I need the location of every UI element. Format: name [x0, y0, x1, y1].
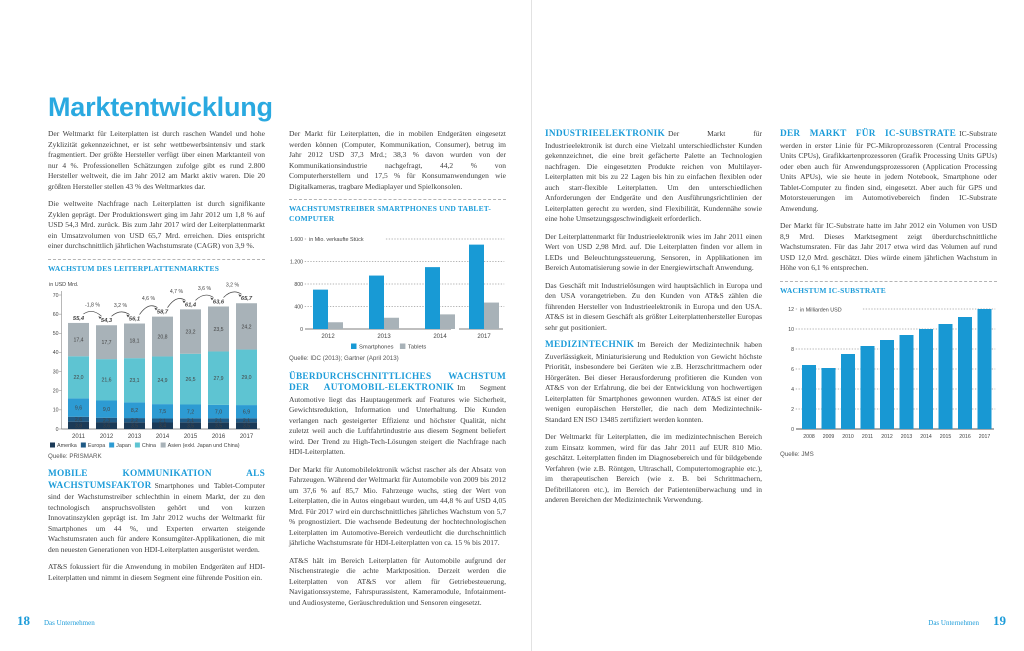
svg-text:23,1: 23,1	[129, 377, 140, 384]
svg-text:2,1: 2,1	[214, 417, 223, 424]
svg-text:65,7: 65,7	[240, 295, 253, 302]
chart-ic-substrate	[780, 301, 997, 449]
svg-text:2011: 2011	[861, 433, 874, 440]
svg-text:2013: 2013	[900, 433, 913, 440]
svg-text:2017: 2017	[477, 334, 491, 341]
svg-text:58,7: 58,7	[156, 309, 169, 316]
svg-text:3,5: 3,5	[214, 423, 223, 430]
chart-smartphones-tablets	[289, 229, 506, 353]
svg-text:4: 4	[791, 386, 794, 393]
svg-text:2012: 2012	[99, 433, 114, 440]
svg-text:in Milliarden USD: in Milliarden USD	[800, 307, 842, 314]
svg-text:23,2: 23,2	[185, 329, 196, 336]
svg-text:29,0: 29,0	[241, 374, 252, 381]
paragraph-text: Im Bereich der Medizintechnik haben Zuverlässigkeit, Miniaturisierung und Reduktion von Gewicht höchste Priorität, insbesondere bei Geräten wie z.B. Herzschrittmachern oder Hörgeräten. Bei dieser Herausforderung profitieren die Kunden von AT&S von der Erfahrung, die bei der Entwicklung von hochwertigen Leiterplatten für Smartphones gewonnen wurden. AT&S ist einer der wenigen europäischen Hersteller, die nach dem Medizintechnik-Standard EN ISO 13485 zertifiziert werden konnten.	[545, 340, 762, 424]
svg-text:61,4: 61,4	[184, 301, 197, 308]
footer-right	[928, 613, 1006, 629]
svg-text:3,8: 3,8	[74, 422, 83, 429]
svg-text:0: 0	[300, 327, 303, 334]
paragraph: AT&S fokussiert für die Anwendung in mobilen Endgeräten auf HDI-Leiterplatten und nimmt in diesem Segment eine führende Position ein.	[48, 562, 265, 582]
page-number-right: 19	[993, 613, 1006, 628]
svg-text:2,1: 2,1	[242, 417, 251, 424]
chart-leiterplattenmarkt	[48, 279, 265, 451]
svg-text:1.200: 1.200	[290, 259, 303, 266]
svg-text:56,1: 56,1	[128, 316, 141, 323]
paragraph	[545, 340, 762, 425]
svg-text:3,5: 3,5	[242, 423, 251, 430]
svg-text:2012: 2012	[321, 334, 335, 341]
svg-text:17,7: 17,7	[101, 339, 112, 346]
svg-text:2015: 2015	[183, 433, 198, 440]
paragraph-text: Im Segment Automotive liegt das Hauptaugenmerk auf Features wie Sicherheit, Gewichtsreduktion, Information und Unterhaltung. Die Kunden verlangen nach gesteigerter Effizienz und höchster Qualität, nicht zuletzt weil auch die Luftfahrtindustrie aus diesem Segment beliefert wird. Der Trend zu High-Tech-Lösungen steigert die Nachfrage nach HDI-Leiterplatten.	[289, 383, 506, 457]
svg-text:4,6 %: 4,6 %	[141, 295, 156, 302]
svg-text:1.600: 1.600	[290, 237, 303, 244]
svg-text:50: 50	[52, 330, 59, 337]
svg-text:0: 0	[791, 426, 794, 433]
paragraph: Der Weltmarkt für Leiterplatten, die im medizintechnischen Bereich zum Einsatz kommen, wird für das Jahr 2011 auf EUR 810 Mio. geschätzt. Leiterplatten finden im Diagnosebereich und für bildgebende Verfahren (wie z.B. Röntgen, Ultraschall, Computertomographie etc.), im therapeutischen Bereich (wie z. B. bei Schrittmachern, Defibrillatoren etc.), im Bereich der Patientenüberwachung und in anderen Bereichen der Medizintechnik Verwendung.	[545, 432, 762, 505]
section-heading-ic-substrate: DER MARKT FÜR IC-SUBSTRATE	[780, 129, 957, 139]
svg-text:7,5: 7,5	[158, 408, 167, 415]
paragraph: Der Weltmarkt für Leiterplatten ist durch raschen Wandel und hohe Zyklizität gekennzeichnet, er ist sehr wettbewerbsintensiv und stark fragmentiert. Der größte Hersteller verfügt über einen Marktanteil von nur 4 %. Professionellen Schätzungen zufolge gibt es rund 2.800 Hersteller weltweit, die im Jahr 2012 am Markt aktiv waren. Die 20 größten Hersteller stellen 43 % des Weltmarktes dar.	[48, 129, 265, 191]
svg-text:20: 20	[52, 388, 59, 395]
page-title: Marktentwicklung	[48, 92, 273, 123]
svg-text:4,7 %: 4,7 %	[169, 288, 184, 295]
section-heading-industrieelektronik: INDUSTRIEELEKTRONIK	[545, 129, 665, 139]
svg-text:8: 8	[791, 346, 794, 353]
column-4	[780, 129, 997, 467]
svg-text:24,9: 24,9	[157, 377, 168, 384]
svg-text:6,9: 6,9	[242, 409, 251, 416]
paragraph	[545, 129, 762, 225]
section-heading-medizintechnik: MEDIZINTECHNIK	[545, 340, 635, 351]
svg-text:2016: 2016	[211, 433, 226, 440]
chart-heading-ic-substrate: WACHSTUM IC-SUBSTRATE	[780, 281, 997, 296]
svg-text:60: 60	[52, 311, 59, 318]
svg-text:55,4: 55,4	[72, 315, 85, 322]
svg-text:17,4: 17,4	[73, 337, 84, 344]
chart-source: Quelle: PRISMARK	[48, 452, 102, 460]
svg-text:2011: 2011	[72, 433, 85, 440]
svg-text:2017: 2017	[239, 433, 254, 440]
svg-text:2,1: 2,1	[186, 417, 195, 424]
paragraph-text: Der Markt für Industrieelektronik ist durch eine Vielzahl unterschiedlichster Kunden gekennzeichnet, die eine breit gefächerte Palette an Technologien nachfragen. Die eingesetzten Produkte reichen von Multilayer-Leiterplatten mit bis zu 22 Lagen bis hin zu einfachen flexiblen oder auch starr-flexible Leiterplatten. Um den unterschiedlichen Anforderungen der Endgeräte und den Ausführungsrichtlinien der Leiterplatten gerecht zu werden, sind Flexibilität, Kundennähe sowie eine hohe Umsetzungsgeschwindigkeit erforderlich.	[545, 129, 762, 224]
svg-text:3,5: 3,5	[130, 423, 139, 430]
svg-text:27,9: 27,9	[213, 375, 224, 382]
svg-text:2,3: 2,3	[102, 417, 111, 424]
svg-text:2: 2	[791, 406, 794, 413]
column-2	[289, 129, 506, 615]
paragraph: Der Markt für Automobilelektronik wächst rascher als der Absatz von Fahrzeugen. Während der Weltmarkt für Automobile von 2009 bis 2012 um 37,6 % auf 85,7 Mio. Fahrzeuge wuchs, stieg der Wert von Leiterplatten, die in Autos eingebaut wurden, um 44,8 % auf USD 4,05 Mrd. Für 2017 wird ein durchschnittliches jährliches Wachstum von 5,7 % prognostiziert. Die wachsende Bedeutung der hochtechnologischen Leiterplatten im Automotive-Bereich verdeutlicht die durchschnittlich jährliche Wachstumsrate für HDI-Leiterplatten von ca. 15 % bis 2017.	[289, 464, 506, 548]
svg-text:3,2 %: 3,2 %	[225, 282, 240, 289]
svg-text:0: 0	[55, 426, 59, 433]
chart-source: Quelle: JMS	[780, 450, 814, 458]
svg-text:12: 12	[788, 306, 794, 313]
svg-text:2014: 2014	[920, 433, 932, 440]
svg-text:3,6 %: 3,6 %	[197, 285, 212, 292]
paragraph	[289, 372, 506, 458]
svg-text:2,6: 2,6	[74, 416, 83, 423]
section-heading-mobile-kommunikation: MOBILE KOMMUNIKATION ALS WACHSTUMSFAKTOR	[48, 469, 265, 491]
paragraph: Die weltweite Nachfrage nach Leiterplatten ist durch signifikante Zyklen geprägt. Der Produktionswert ging im Jahr 2012 um 1,8 % auf USD 54,3 Mrd. zurück. Bis zum Jahr 2017 wird der Leiterplattenmarkt ein Umsatzvolumen von USD 65,7 Mrd. erreichen. Dies entspricht einer durchschnittlich jährlichen Wachstumsrate (CAGR) von 3,9 %.	[48, 199, 265, 250]
svg-text:7,2: 7,2	[186, 408, 195, 415]
chart-svg	[289, 229, 506, 353]
svg-text:54,3: 54,3	[100, 317, 113, 324]
svg-text:26,5: 26,5	[185, 376, 196, 383]
svg-text:3,4: 3,4	[158, 423, 167, 430]
svg-text:2,1: 2,1	[158, 418, 167, 425]
paragraph: Der Markt für Leiterplatten, die in mobilen Endgeräten eingesetzt werden können (Computer, Kommunikation, Consumer), betrug im Jahr 2012 USD 37,3 Mrd.; 38,3 % davon wurden von der Kommunikationsindustrie nachgefragt, 44,2 % von Computerherstellern und 17,5 % für Konsumanwendungen wie Digitalkameras, tragbare Mediaplayer und Spielkonsolen.	[289, 129, 506, 191]
paragraph-text: Smartphones und Tablet-Computer sind der Wachstumstreiber schlechthin in einem Markt, der zu den technologisch anspruchsvollsten gehört und von kurzen Innovatinszyklen geprägt ist. Im Jahr 2012 wuchs der Weltmarkt für Smartphones um 44 %, und Experten erwarten steigende Wachstumsraten auch für andere Konsumgüter-Applikationen, die mit den neuesten Generationen von HDI-Leiterplatten ausgerüstet werden.	[48, 480, 265, 554]
footer-section-label: Das Unternehmen	[44, 619, 95, 627]
svg-text:20,8: 20,8	[157, 334, 168, 341]
svg-text:in Mio. verkaufte Stück: in Mio. verkaufte Stück	[309, 237, 364, 244]
svg-text:Europa: Europa	[87, 442, 106, 449]
svg-text:China: China	[141, 442, 156, 449]
svg-text:Smartphones: Smartphones	[359, 344, 394, 351]
footer-left	[17, 613, 95, 629]
svg-text:23,5: 23,5	[213, 326, 224, 333]
svg-text:Tablets: Tablets	[407, 344, 427, 351]
svg-text:40: 40	[52, 349, 59, 356]
svg-text:9,6: 9,6	[74, 405, 83, 412]
svg-text:2014: 2014	[155, 433, 170, 440]
paragraph: Der Markt für IC-Substrate hatte im Jahr 2012 ein Volumen von USD 8,9 Mrd. Dieses Marktsegment zeigt überdurchschnittliche Wachstumsraten. Für das Jahr 2017 etwa wird das Volumen auf rund USD 12,0 Mrd. geschätzt. Dies würde einem jährlichen Wachstum in Höhe von 6,1 % entsprechen.	[780, 221, 997, 273]
chart-svg	[780, 301, 997, 449]
column-1	[48, 129, 265, 590]
svg-text:2009: 2009	[822, 433, 835, 440]
svg-text:3,6: 3,6	[102, 423, 111, 430]
svg-text:8,2: 8,2	[130, 407, 139, 414]
page-divider	[531, 0, 532, 651]
svg-text:63,6: 63,6	[212, 299, 225, 306]
section-heading-automobil-elektronik: ÜBERDURCHSCHNITTLICHES WACHSTUM DER AUTOMOBIL-ELEKTRONIK	[289, 371, 506, 394]
svg-text:in USD Mrd.: in USD Mrd.	[49, 281, 79, 288]
page-number-left: 18	[17, 613, 30, 628]
svg-text:Asien (exkl. Japan und China): Asien (exkl. Japan und China)	[167, 442, 240, 449]
svg-text:10: 10	[788, 326, 794, 333]
svg-text:9,0: 9,0	[102, 406, 111, 413]
svg-text:2012: 2012	[881, 433, 893, 440]
svg-text:21,6: 21,6	[101, 377, 112, 384]
svg-text:2014: 2014	[433, 334, 447, 341]
svg-text:3,2 %: 3,2 %	[113, 302, 128, 309]
svg-text:2,2: 2,2	[130, 417, 139, 424]
paragraph-text: IC-Substrate werden in erster Linie für PC-Mikroprozessoren (Central Processing Units CPUs), Grafikkartenprozessoren (Grafik Processing Units GPUs) oder eben auch für Anwendungsprozessoren (Application Processing Units APUs), wie sie heute in jedem Notebook, Smartphone oder Tablet-Computer zu finden sind, eingesetzt. Aber auch für GPS und Motorsteuerungen im Automotivebereich finden IC-Substrate Anwendung.	[780, 129, 997, 213]
svg-text:Amerika: Amerika	[57, 442, 77, 449]
svg-text:7,0: 7,0	[214, 409, 223, 416]
svg-text:22,0: 22,0	[73, 374, 84, 381]
svg-text:2013: 2013	[377, 334, 391, 341]
chart-heading-smartphones-tablets: WACHSTUMSTREIBER SMARTPHONES UND TABLET-COMPUTER	[289, 199, 506, 224]
svg-text:70: 70	[52, 292, 59, 299]
svg-text:400: 400	[294, 304, 303, 311]
svg-text:2016: 2016	[959, 433, 971, 440]
svg-text:3,5: 3,5	[186, 423, 195, 430]
svg-text:18,1: 18,1	[129, 338, 140, 345]
footer-section-label: Das Unternehmen	[928, 619, 979, 627]
paragraph	[780, 129, 997, 214]
svg-text:2010: 2010	[842, 433, 854, 440]
chart-svg	[48, 279, 265, 451]
column-3	[545, 129, 762, 513]
chart-heading-leiterplattenmarkt: WACHSTUM DES LEITERPLATTENMARKTES	[48, 259, 265, 274]
paragraph: Der Leiterplattenmarkt für Industrieelektronik wies im Jahr 2011 einen Wert von USD 2,98 Mrd. auf. Die Leiterplatten finden vor allem in LEDs und Beleuchtungssteuerung, Sensoren, in Applikationen im Bereich Automatisierung sowie in der Energiewirtschaft Anwendung.	[545, 231, 762, 273]
svg-text:2017: 2017	[978, 433, 991, 440]
svg-text:2008: 2008	[803, 433, 815, 440]
svg-text:24,2: 24,2	[241, 323, 252, 330]
paragraph: Das Geschäft mit Industrielösungen wird hauptsächlich in Europa und den USA vorangetrieben. Zu den Kunden von AT&S zählen die führenden Hersteller von Industrieelektronik in Europa und den USA. AT&S ist in diesem Geschäft als größter Leiterplattenhersteller Europas sehr gut positioniert.	[545, 280, 762, 332]
chart-source: Quelle: IDC (2013); Gartner (April 2013)	[289, 355, 399, 363]
svg-text:Japan: Japan	[116, 442, 131, 449]
svg-text:800: 800	[294, 282, 303, 289]
svg-text:30: 30	[52, 368, 59, 375]
svg-text:6: 6	[791, 366, 794, 373]
svg-text:2013: 2013	[127, 433, 142, 440]
svg-text:2015: 2015	[939, 433, 952, 440]
svg-text:10: 10	[52, 407, 59, 414]
svg-text:-1,8 %: -1,8 %	[85, 302, 100, 309]
paragraph	[48, 469, 265, 555]
paragraph: AT&S hält im Bereich Leiterplatten für Automobile aufgrund der Nischenstrategie die achte Marktposition. Derzeit werden die Leiterplatten von AT&S vor allem für Getriebesteuerung, Navigationssysteme, Fahrspurassistent, Kameramodule, Infotainment- und Audiosysteme, Geräuschreduktion und Sensoren eingesetzt.	[289, 555, 506, 607]
